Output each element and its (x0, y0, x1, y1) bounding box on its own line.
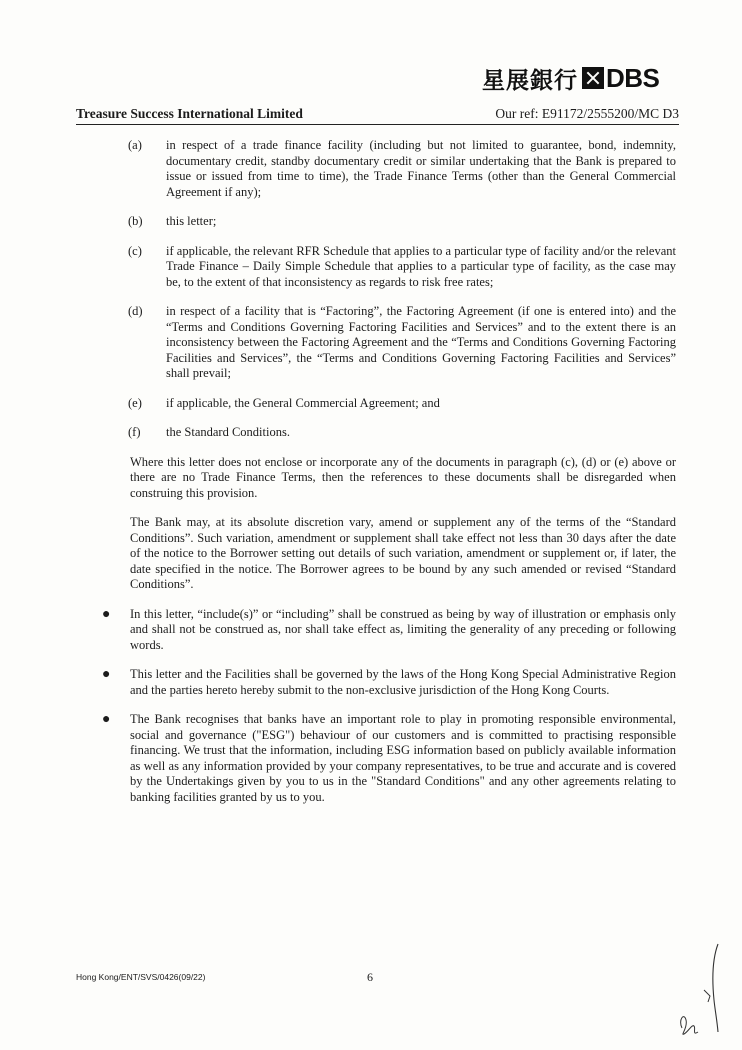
clause-item (130, 396, 676, 412)
logo-chinese-text: 星展銀行 (482, 66, 578, 94)
clause-item (130, 304, 676, 382)
clause-label: (f) (128, 425, 141, 439)
handwritten-signature (668, 940, 728, 1040)
clause-text: in respect of a trade finance facility (including but not limited to guarantee, bond, indemnity, documentary credit, standby documentary credit or similar undertaking that the Bank is prepared to issue or issued from time to time), the Trade Finance Terms (other than the General Commercial Agreement if any); (166, 138, 676, 199)
bullet-text: The Bank recognises that banks have an important role to play in promoting responsible environmental, social and governance ("ESG") behaviour of our customers and is committed to practising responsible financing. We trust that the information, including ESG information based on publicly available information as well as any information provided by your company representatives, to be true and accurate and is covered by the Undertakings given by you to us in the "Standard Conditions" and any other agreements relating to banking facilities granted by us to you. (130, 712, 676, 804)
reference-number: Our ref: E91172/2555200/MC D3 (495, 106, 679, 121)
clause-label: (d) (128, 304, 143, 318)
logo-english-text: DBS (606, 62, 660, 93)
page-number: 6 (367, 970, 373, 984)
bullet-icon: ● (102, 667, 111, 682)
clause-text: in respect of a facility that is “Factoring”, the Factoring Agreement (if one is entered into) and the “Terms and Conditions Governing Factoring Facilities and Services” and to the extent there is an inconsistency between the Factoring Agreement and the “Terms and Conditions Governing Factoring Facilities and Services”, the “Terms and Conditions Governing Factoring Facilities and Services” shall prevail; (166, 304, 676, 380)
clause-label: (c) (128, 243, 142, 258)
clause-item (130, 244, 676, 291)
clause-item (130, 425, 676, 441)
paragraph: Where this letter does not enclose or incorporate any of the documents in paragraph (c), (d) or (e) above or there are no Trade Finance Terms, then the references to these documents shall be disregarded when construing this provision. (130, 454, 676, 500)
bullet-text: In this letter, “include(s)” or “including” shall be construed as being by way of illustration or emphasis only and shall not be construed as, nor shall take effect as, limiting the generality of any preceding or following words. (130, 606, 676, 652)
clause-text: the Standard Conditions. (166, 425, 290, 439)
bullet-icon: ● (102, 606, 111, 622)
company-name: Treasure Success International Limited (76, 106, 303, 121)
form-code: Hong Kong/ENT/SVS/0426(09/22) (76, 972, 206, 982)
letter-header (76, 106, 679, 125)
clause-text: if applicable, the relevant RFR Schedule that applies to a particular type of facility and/or the relevant Trade Finance – Daily Simple Schedule that applies to a particular type of facility, as the case may be, to the extent of that inconsistency as regards to risk free rates; (166, 243, 676, 289)
clause-item (130, 138, 676, 200)
bullet-item (102, 667, 676, 698)
dbs-x-icon (582, 67, 604, 89)
clause-label: (b) (128, 214, 143, 228)
bullet-item (102, 606, 676, 654)
bullet-text: This letter and the Facilities shall be governed by the laws of the Hong Kong Special Administrative Region and the parties hereto hereby submit to the non-exclusive jurisdiction of the Hong Kong Courts. (130, 667, 676, 697)
dbs-logo (482, 62, 692, 94)
clause-text: if applicable, the General Commercial Agreement; and (166, 395, 440, 410)
paragraph: The Bank may, at its absolute discretion vary, amend or supplement any of the terms of the “Standard Conditions”. Such variation, amendment or supplement shall take effect not less than 30 days after the date of the notice to the Borrower setting out details of such variation, amendment or supplement or, if later, the date specified in the notice. The Borrower agrees to be bound by any such amended or revised “Standard Conditions”. (130, 515, 676, 591)
clause-label: (e) (128, 395, 142, 410)
clause-text: this letter; (166, 214, 217, 228)
clause-label: (a) (128, 138, 142, 152)
clause-item (130, 214, 676, 230)
bullet-item (102, 712, 676, 805)
letter-body (102, 138, 676, 819)
bullet-icon: ● (102, 712, 111, 727)
